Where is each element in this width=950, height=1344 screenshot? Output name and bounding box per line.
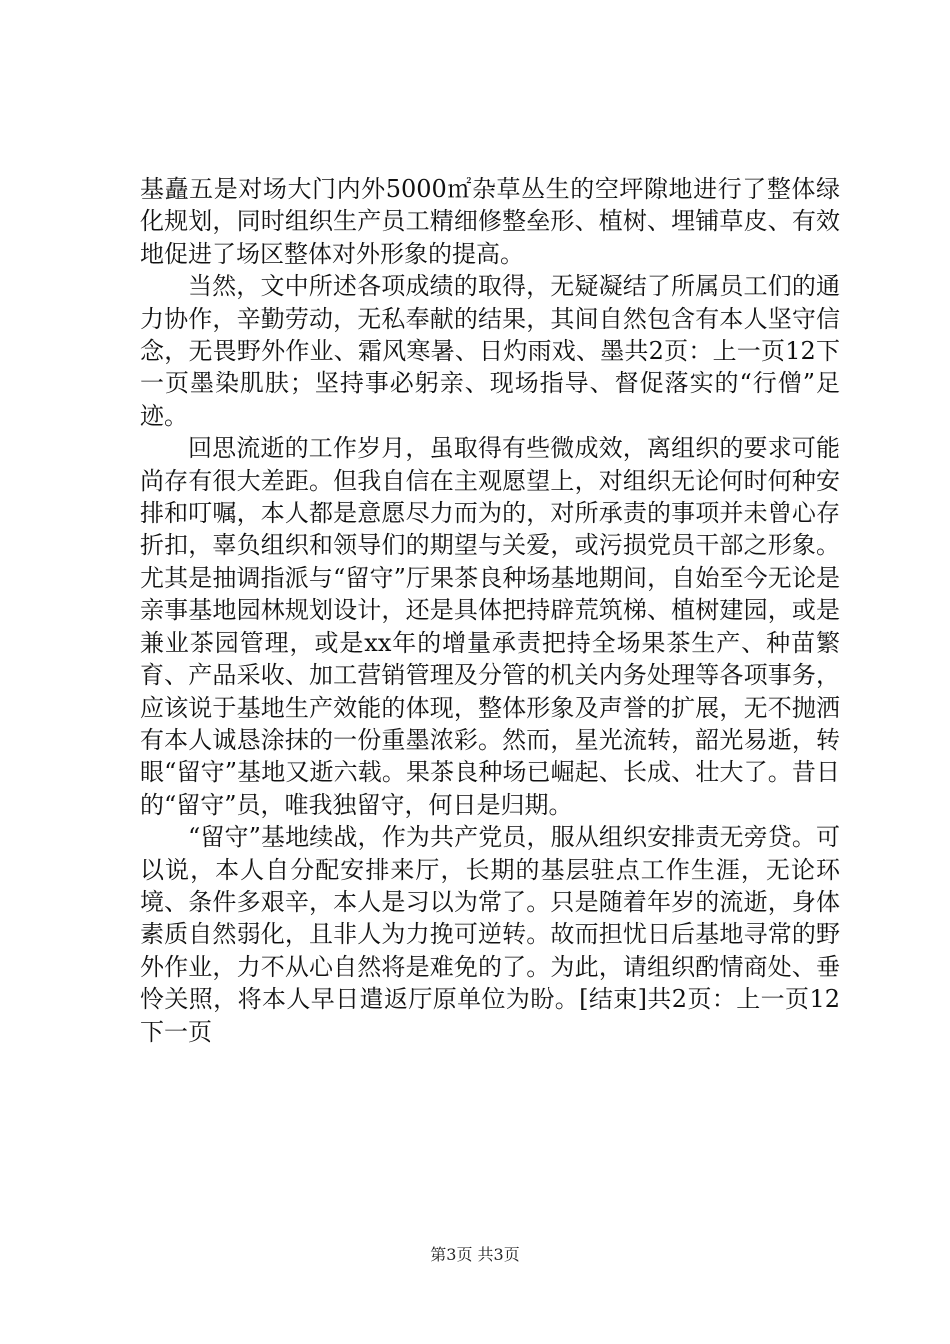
page-footer: 第3页 共3页 <box>430 1245 520 1264</box>
paragraph-1: 基矗五是对场大门内外5000㎡杂草丛生的空坪隙地进行了整体绿化规划，同时组织生产员工精细修整垒形、植树、埋铺草皮、有效地促进了场区整体对外形象的提高。 <box>140 175 840 268</box>
paragraph-4: “留守”基地续战，作为共产党员，服从组织安排责无旁贷。可以说，本人自分配安排来厅，长期的基层驻点工作生涯，无论环境、条件多艰辛，本人是习以为常了。只是随着年岁的流逝，身体素质自然弱化，且非人为力挽可逆转。故而担忧日后基地寻常的野外作业，力不从心自然将是难免的了。为此，请组织酌情商处、垂怜关照，将本人早日遣返厅原单位为盼。[结束]共2页：上一页12下一页 <box>140 823 840 1046</box>
paragraph-3: 回思流逝的工作岁月，虽取得有些微成效，离组织的要求可能尚存有很大差距。但我自信在主观愿望上，对组织无论何时何种安排和叮嘱，本人都是意愿尽力而为的，对所承责的事项并未曾心存折扣，辜负组织和领导们的期望与关爱，或污损党员干部之形象。尤其是抽调指派与“留守”厅果茶良种场基地期间，自始至今无论是亲事基地园林规划设计，还是具体把持辟荒筑梯、植树建园，或是兼业茶园管理，或是xx年的增量承责把持全场果茶生产、种苗繁育、产品采收、加工营销管理及分管的机关内务处理等各项事务，应该说于基地生产效能的体现，整体形象及声誉的扩展，无不抛洒有本人诚恳涂抹的一份重墨浓彩。然而，星光流转，韶光易逝，转眼“留守”基地又逝六载。果茶良种场已崛起、长成、壮大了。昔日的“留守”员，唯我独留守，何日是归期。 <box>140 434 840 819</box>
paragraph-2: 当然，文中所述各项成绩的取得，无疑凝结了所属员工们的通力协作，辛勤劳动，无私奉献的结果，其间自然包含有本人坚守信念，无畏野外作业、霜风寒暑、日灼雨戏、墨共2页：上一页12下一页墨染肌肤；坚持事必躬亲、现场指导、督促落实的“行僧”足迹。 <box>140 272 840 430</box>
document-body <box>140 173 840 1048</box>
